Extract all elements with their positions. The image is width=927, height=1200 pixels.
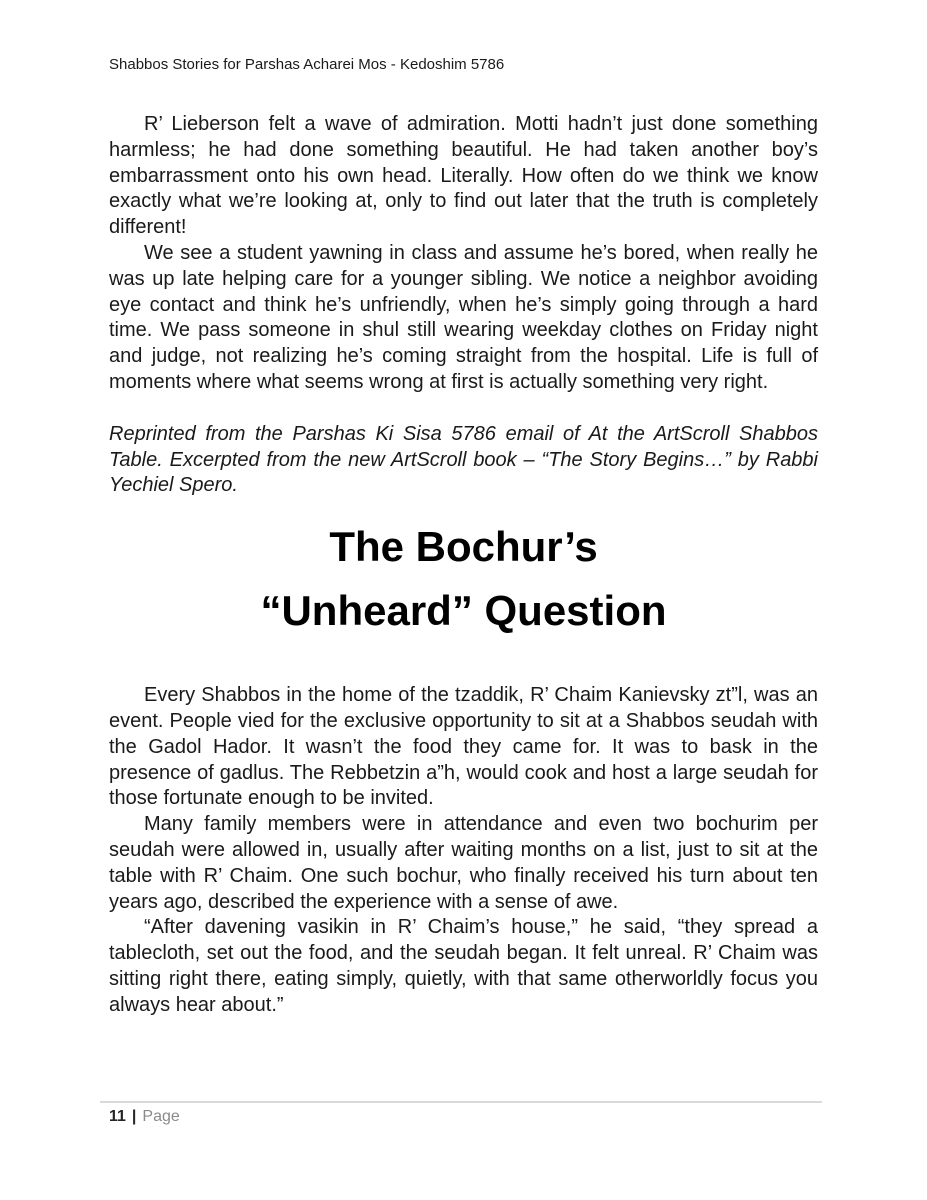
story-title-line2: “Unheard” Question (260, 587, 667, 635)
page-footer (100, 1101, 822, 1126)
story-title-line1: The Bochur’s (329, 523, 598, 571)
footer-separator: | (131, 1108, 137, 1125)
story-paragraph-2: Many family members were in attendance and even two bochurim per seudah were allowed in, usually after waiting months on a list, just to sit at the table with R’ Chaim. One such bochur, who finally received his turn about ten years ago, described the experience with a sense of awe. (109, 813, 818, 913)
document-header-title: Shabbos Stories for Parshas Acharei Mos - Kedoshim 5786 (109, 56, 505, 73)
footer-page-label: Page (142, 1108, 180, 1125)
intro-paragraph-2: We see a student yawning in class and assume he’s bored, when really he was up late helping care for a younger sibling. We notice a neighbor avoiding eye contact and think he’s unfriendly, when he’s simply going through a hard time. We pass someone in shul still wearing weekday clothes on Friday night and judge, not realizing he’s coming straight from the hospital. Life is full of moments where what seems wrong at first is actually something very right. (109, 241, 818, 393)
footer-text (100, 1107, 822, 1126)
footer-divider (100, 1101, 822, 1103)
document-body (109, 112, 818, 1019)
story-paragraph-3: “After davening vasikin in R’ Chaim’s house,” he said, “they spread a tablecloth, set out the food, and the seudah began. It felt unreal. R’ Chaim was sitting right there, eating simply, quietly, with that same otherworldly focus you always hear about.” (109, 916, 818, 1016)
story-title (109, 515, 818, 643)
citation-paragraph: Reprinted from the Parshas Ki Sisa 5786 email of At the ArtScroll Shabbos Table. Excerpted from the new ArtScroll book – “The Story Begins…” by Rabbi Yechiel Spero. (109, 422, 818, 497)
page-number: 11 (109, 1108, 126, 1125)
story-paragraph-1: Every Shabbos in the home of the tzaddik, R’ Chaim Kanievsky zt”l, was an event. People vied for the exclusive opportunity to sit at a Shabbos seudah with the Gadol Hador. It wasn’t the food they came for. It was to bask in the presence of gadlus. The Rebbetzin a”h, would cook and host a large seudah for those fortunate enough to be invited. (109, 684, 818, 810)
intro-paragraph-1: R’ Lieberson felt a wave of admiration. Motti hadn’t just done something harmless; he had done something beautiful. He had taken another boy’s embarrassment onto his own head. Literally. How often do we think we know exactly what we’re looking at, only to find out later that the truth is completely different! (109, 113, 818, 239)
